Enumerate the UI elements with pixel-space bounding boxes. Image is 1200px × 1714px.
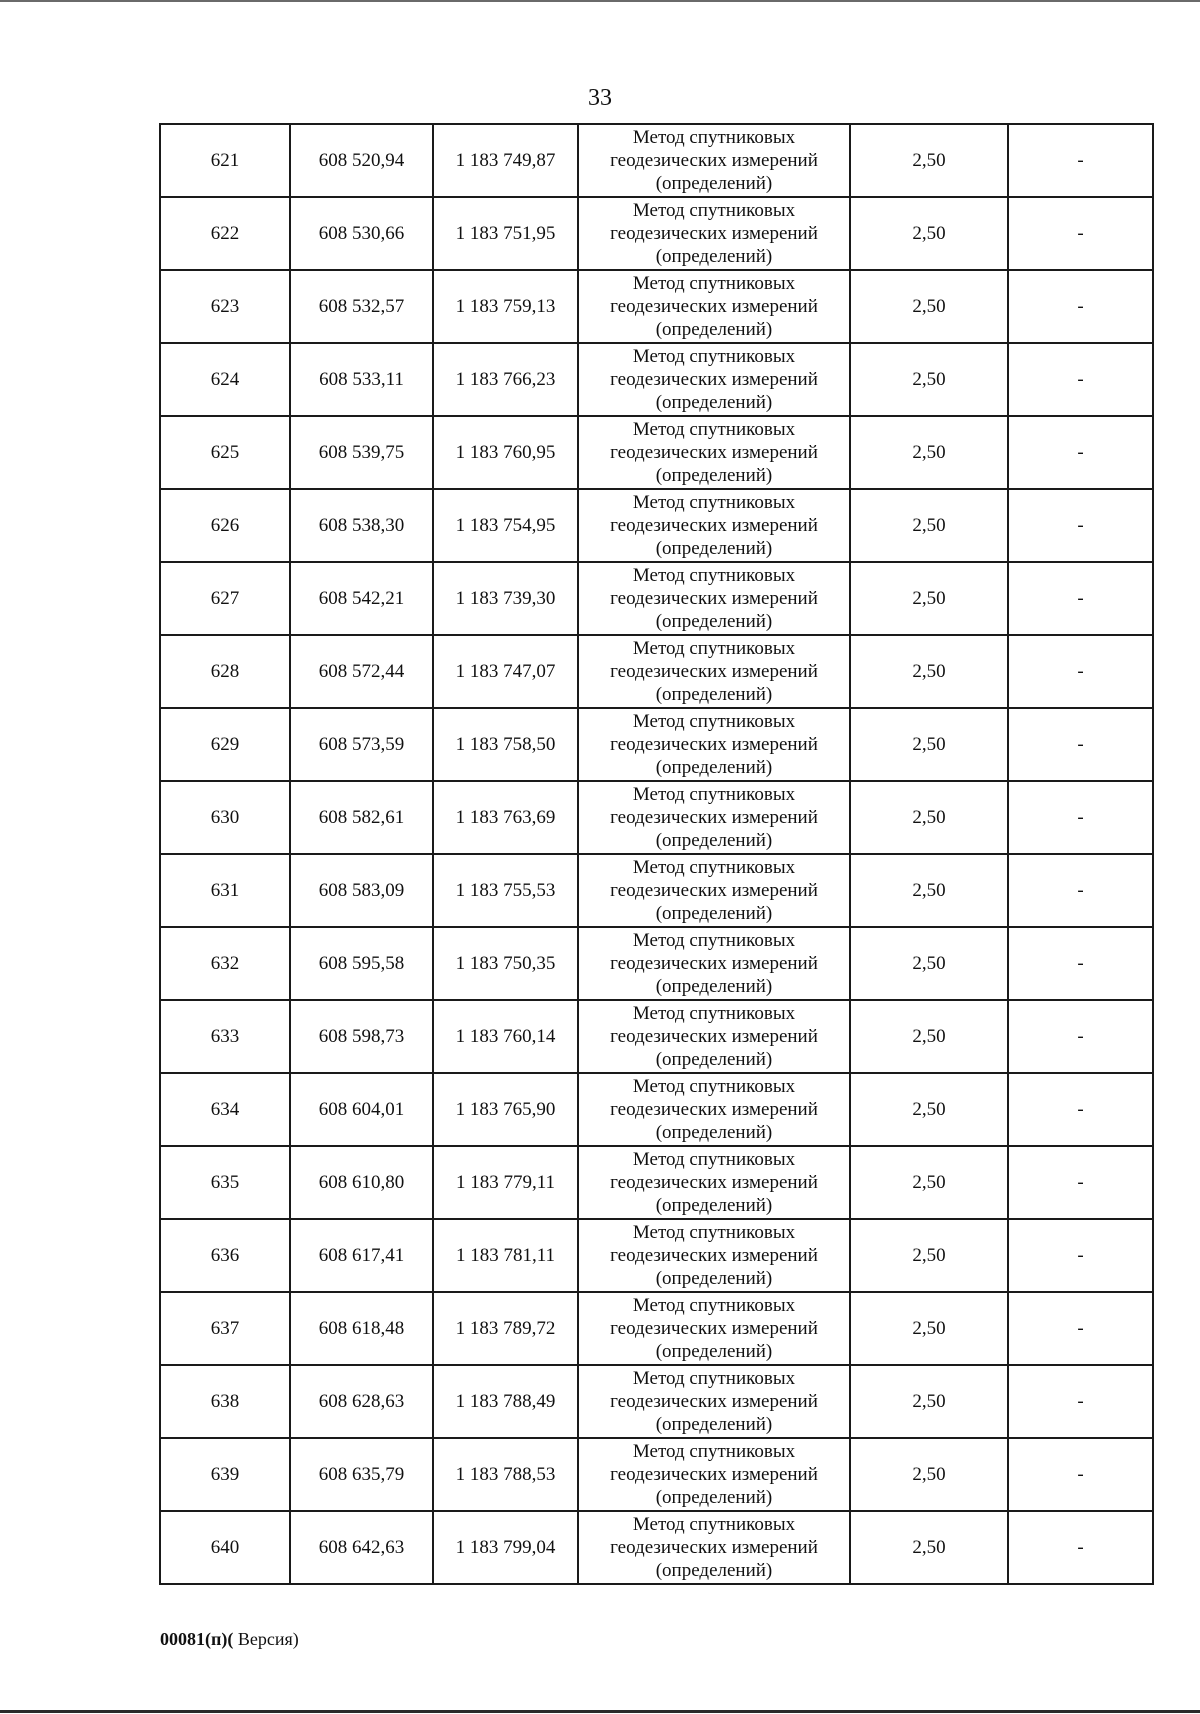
table-row: [160, 416, 1153, 489]
table-row: [160, 270, 1153, 343]
x-coordinate-cell: 608 532,57: [290, 270, 433, 343]
point-number-cell: 621: [160, 124, 290, 197]
accuracy-cell: 2,50: [850, 124, 1008, 197]
accuracy-cell: 2,50: [850, 1511, 1008, 1584]
method-line: (определений): [655, 976, 773, 997]
method-cell: [578, 124, 850, 197]
x-coordinate-cell: 608 598,73: [290, 1000, 433, 1073]
method-line: геодезических измерений: [610, 1464, 818, 1485]
method-cell: [578, 270, 850, 343]
point-number-cell: 625: [160, 416, 290, 489]
method-line: геодезических измерений: [610, 661, 818, 682]
accuracy-cell: 2,50: [850, 1292, 1008, 1365]
table-row: [160, 489, 1153, 562]
y-coordinate-cell: 1 183 749,87: [433, 124, 578, 197]
y-coordinate-cell: 1 183 751,95: [433, 197, 578, 270]
method-line: (определений): [655, 246, 773, 267]
method-line: геодезических измерений: [610, 442, 818, 463]
x-coordinate-cell: 608 572,44: [290, 635, 433, 708]
method-cell: [578, 708, 850, 781]
method-line: Метод спутниковых: [632, 346, 796, 367]
note-cell: -: [1008, 1511, 1153, 1584]
accuracy-cell: 2,50: [850, 635, 1008, 708]
accuracy-cell: 2,50: [850, 854, 1008, 927]
method-line: Метод спутниковых: [632, 200, 796, 221]
method-line: (определений): [655, 830, 773, 851]
note-cell: -: [1008, 343, 1153, 416]
note-cell: -: [1008, 708, 1153, 781]
note-cell: -: [1008, 1365, 1153, 1438]
method-line: (определений): [655, 173, 773, 194]
y-coordinate-cell: 1 183 754,95: [433, 489, 578, 562]
y-coordinate-cell: 1 183 766,23: [433, 343, 578, 416]
y-coordinate-cell: 1 183 758,50: [433, 708, 578, 781]
y-coordinate-cell: 1 183 781,11: [433, 1219, 578, 1292]
accuracy-cell: 2,50: [850, 781, 1008, 854]
document-code-version: Версия): [233, 1629, 299, 1649]
y-coordinate-cell: 1 183 765,90: [433, 1073, 578, 1146]
accuracy-cell: 2,50: [850, 343, 1008, 416]
table-row: [160, 343, 1153, 416]
x-coordinate-cell: 608 583,09: [290, 854, 433, 927]
method-line: (определений): [655, 1487, 773, 1508]
point-number-cell: 633: [160, 1000, 290, 1073]
method-line: геодезических измерений: [610, 807, 818, 828]
accuracy-cell: 2,50: [850, 270, 1008, 343]
table-row: [160, 1219, 1153, 1292]
note-cell: -: [1008, 1292, 1153, 1365]
method-line: (определений): [655, 392, 773, 413]
note-cell: -: [1008, 1146, 1153, 1219]
accuracy-cell: 2,50: [850, 1000, 1008, 1073]
method-line: (определений): [655, 1414, 773, 1435]
x-coordinate-cell: 608 628,63: [290, 1365, 433, 1438]
method-line: Метод спутниковых: [632, 1295, 796, 1316]
note-cell: -: [1008, 489, 1153, 562]
table-row: [160, 1365, 1153, 1438]
accuracy-cell: 2,50: [850, 489, 1008, 562]
method-line: Метод спутниковых: [632, 1514, 796, 1535]
method-cell: [578, 1073, 850, 1146]
y-coordinate-cell: 1 183 759,13: [433, 270, 578, 343]
method-cell: [578, 562, 850, 635]
method-line: (определений): [655, 903, 773, 924]
point-number-cell: 622: [160, 197, 290, 270]
method-line: (определений): [655, 1195, 773, 1216]
table-row: [160, 1000, 1153, 1073]
accuracy-cell: 2,50: [850, 1365, 1008, 1438]
method-line: геодезических измерений: [610, 150, 818, 171]
y-coordinate-cell: 1 183 799,04: [433, 1511, 578, 1584]
method-line: геодезических измерений: [610, 1172, 818, 1193]
table-row: [160, 1292, 1153, 1365]
method-line: (определений): [655, 1049, 773, 1070]
method-line: геодезических измерений: [610, 223, 818, 244]
y-coordinate-cell: 1 183 760,14: [433, 1000, 578, 1073]
note-cell: -: [1008, 781, 1153, 854]
note-cell: -: [1008, 1000, 1153, 1073]
method-line: Метод спутниковых: [632, 857, 796, 878]
method-line: (определений): [655, 538, 773, 559]
x-coordinate-cell: 608 539,75: [290, 416, 433, 489]
table-row: [160, 1438, 1153, 1511]
method-cell: [578, 1000, 850, 1073]
method-cell: [578, 1146, 850, 1219]
x-coordinate-cell: 608 635,79: [290, 1438, 433, 1511]
method-line: геодезических измерений: [610, 1026, 818, 1047]
x-coordinate-cell: 608 617,41: [290, 1219, 433, 1292]
point-number-cell: 629: [160, 708, 290, 781]
method-cell: [578, 854, 850, 927]
table-row: [160, 1511, 1153, 1584]
note-cell: -: [1008, 1073, 1153, 1146]
y-coordinate-cell: 1 183 750,35: [433, 927, 578, 1000]
coordinates-table-body: [160, 124, 1153, 1584]
method-cell: [578, 1219, 850, 1292]
accuracy-cell: 2,50: [850, 927, 1008, 1000]
point-number-cell: 628: [160, 635, 290, 708]
x-coordinate-cell: 608 582,61: [290, 781, 433, 854]
point-number-cell: 636: [160, 1219, 290, 1292]
method-line: геодезических измерений: [610, 588, 818, 609]
method-line: Метод спутниковых: [632, 565, 796, 586]
method-line: Метод спутниковых: [632, 273, 796, 294]
y-coordinate-cell: 1 183 739,30: [433, 562, 578, 635]
method-cell: [578, 1438, 850, 1511]
accuracy-cell: 2,50: [850, 1219, 1008, 1292]
note-cell: -: [1008, 927, 1153, 1000]
method-line: геодезических измерений: [610, 734, 818, 755]
point-number-cell: 635: [160, 1146, 290, 1219]
method-cell: [578, 343, 850, 416]
method-line: геодезических измерений: [610, 1318, 818, 1339]
point-number-cell: 637: [160, 1292, 290, 1365]
x-coordinate-cell: 608 520,94: [290, 124, 433, 197]
document-code-number: 00081(п)(: [160, 1629, 234, 1649]
method-line: (определений): [655, 1560, 773, 1581]
method-line: Метод спутниковых: [632, 127, 796, 148]
method-line: Метод спутниковых: [632, 711, 796, 732]
method-line: (определений): [655, 319, 773, 340]
method-cell: [578, 1511, 850, 1584]
table-row: [160, 781, 1153, 854]
y-coordinate-cell: 1 183 760,95: [433, 416, 578, 489]
method-line: Метод спутниковых: [632, 784, 796, 805]
method-line: Метод спутниковых: [632, 492, 796, 513]
document-code: [160, 1628, 299, 1650]
note-cell: -: [1008, 854, 1153, 927]
method-line: Метод спутниковых: [632, 1368, 796, 1389]
point-number-cell: 624: [160, 343, 290, 416]
note-cell: -: [1008, 270, 1153, 343]
method-line: (определений): [655, 684, 773, 705]
point-number-cell: 623: [160, 270, 290, 343]
method-line: Метод спутниковых: [632, 1003, 796, 1024]
method-line: геодезических измерений: [610, 369, 818, 390]
method-line: (определений): [655, 1341, 773, 1362]
method-cell: [578, 489, 850, 562]
method-cell: [578, 197, 850, 270]
point-number-cell: 640: [160, 1511, 290, 1584]
method-line: (определений): [655, 465, 773, 486]
table-row: [160, 927, 1153, 1000]
note-cell: -: [1008, 1219, 1153, 1292]
table-row: [160, 635, 1153, 708]
method-line: Метод спутниковых: [632, 930, 796, 951]
method-line: Метод спутниковых: [632, 419, 796, 440]
x-coordinate-cell: 608 604,01: [290, 1073, 433, 1146]
y-coordinate-cell: 1 183 789,72: [433, 1292, 578, 1365]
note-cell: -: [1008, 416, 1153, 489]
accuracy-cell: 2,50: [850, 197, 1008, 270]
note-cell: -: [1008, 562, 1153, 635]
method-cell: [578, 1365, 850, 1438]
x-coordinate-cell: 608 595,58: [290, 927, 433, 1000]
method-line: геодезических измерений: [610, 1099, 818, 1120]
x-coordinate-cell: 608 642,63: [290, 1511, 433, 1584]
method-line: Метод спутниковых: [632, 1222, 796, 1243]
point-number-cell: 630: [160, 781, 290, 854]
y-coordinate-cell: 1 183 779,11: [433, 1146, 578, 1219]
method-cell: [578, 1292, 850, 1365]
table-row: [160, 854, 1153, 927]
method-line: Метод спутниковых: [632, 638, 796, 659]
note-cell: -: [1008, 124, 1153, 197]
point-number-cell: 627: [160, 562, 290, 635]
table-row: [160, 1073, 1153, 1146]
note-cell: -: [1008, 1438, 1153, 1511]
accuracy-cell: 2,50: [850, 708, 1008, 781]
method-line: Метод спутниковых: [632, 1149, 796, 1170]
accuracy-cell: 2,50: [850, 1438, 1008, 1511]
y-coordinate-cell: 1 183 788,53: [433, 1438, 578, 1511]
method-line: геодезических измерений: [610, 515, 818, 536]
method-line: геодезических измерений: [610, 1391, 818, 1412]
note-cell: -: [1008, 197, 1153, 270]
table-row: [160, 708, 1153, 781]
x-coordinate-cell: 608 533,11: [290, 343, 433, 416]
scan-edge-bottom: [0, 1710, 1200, 1713]
table-row: [160, 562, 1153, 635]
method-cell: [578, 635, 850, 708]
accuracy-cell: 2,50: [850, 1146, 1008, 1219]
x-coordinate-cell: 608 530,66: [290, 197, 433, 270]
method-line: геодезических измерений: [610, 1537, 818, 1558]
accuracy-cell: 2,50: [850, 562, 1008, 635]
table-row: [160, 1146, 1153, 1219]
method-line: (определений): [655, 1268, 773, 1289]
method-line: (определений): [655, 611, 773, 632]
y-coordinate-cell: 1 183 747,07: [433, 635, 578, 708]
point-number-cell: 634: [160, 1073, 290, 1146]
y-coordinate-cell: 1 183 788,49: [433, 1365, 578, 1438]
y-coordinate-cell: 1 183 763,69: [433, 781, 578, 854]
method-line: (определений): [655, 757, 773, 778]
method-line: геодезических измерений: [610, 296, 818, 317]
point-number-cell: 632: [160, 927, 290, 1000]
method-cell: [578, 416, 850, 489]
accuracy-cell: 2,50: [850, 1073, 1008, 1146]
x-coordinate-cell: 608 618,48: [290, 1292, 433, 1365]
x-coordinate-cell: 608 538,30: [290, 489, 433, 562]
table-row: [160, 197, 1153, 270]
x-coordinate-cell: 608 542,21: [290, 562, 433, 635]
point-number-cell: 631: [160, 854, 290, 927]
method-line: геодезических измерений: [610, 880, 818, 901]
table-row: [160, 124, 1153, 197]
point-number-cell: 638: [160, 1365, 290, 1438]
method-line: геодезических измерений: [610, 953, 818, 974]
method-line: Метод спутниковых: [632, 1076, 796, 1097]
x-coordinate-cell: 608 573,59: [290, 708, 433, 781]
page-number: 33: [588, 85, 612, 111]
point-number-cell: 639: [160, 1438, 290, 1511]
method-cell: [578, 781, 850, 854]
method-cell: [578, 927, 850, 1000]
method-line: Метод спутниковых: [632, 1441, 796, 1462]
method-line: геодезических измерений: [610, 1245, 818, 1266]
y-coordinate-cell: 1 183 755,53: [433, 854, 578, 927]
method-line: (определений): [655, 1122, 773, 1143]
coordinates-table: [159, 123, 1154, 1585]
x-coordinate-cell: 608 610,80: [290, 1146, 433, 1219]
point-number-cell: 626: [160, 489, 290, 562]
note-cell: -: [1008, 635, 1153, 708]
scan-edge-top: [0, 0, 1200, 2]
accuracy-cell: 2,50: [850, 416, 1008, 489]
